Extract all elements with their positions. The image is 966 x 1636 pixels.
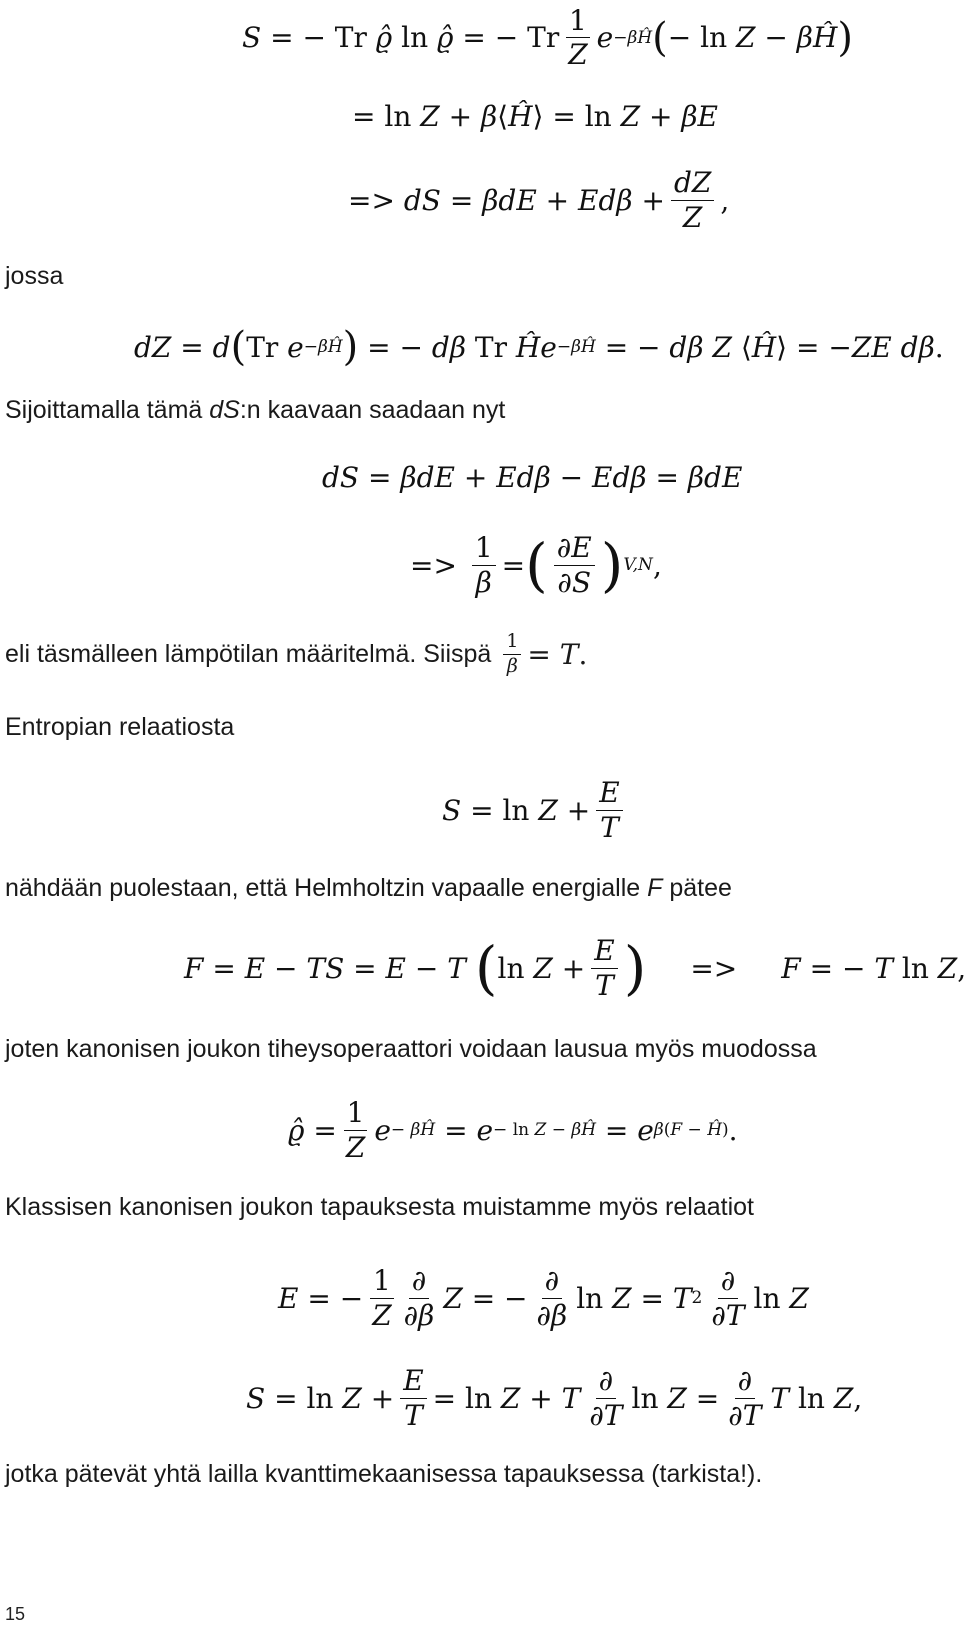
text-sijoittamalla	[5, 396, 505, 425]
text-sijoittamalla-post: :n kaavaan saadaan nyt	[239, 396, 506, 424]
text-klassisen: Klassisen kanonisen joukon tapauksesta muistamme myös relaatiot	[5, 1193, 754, 1221]
text-joten: joten kanonisen joukon tiheysoperaattori voidaan lausua myös muodossa	[5, 1035, 817, 1063]
equation-entropy-trace: S = − Tr ϱ̂ ln ϱ̂ = − Tr $\frac{1}{Z}$ e −βĤ ( − ln Z − βĤ )	[242, 3, 853, 71]
equation-density-operator: ϱ̂ = $\frac{1}{Z}$ e − βĤ = e − ln Z − βĤ = e β(F − Ĥ) .	[288, 1096, 738, 1164]
equation-energy-derivative: E = − $\frac{1}{Z}$ $\frac{\partial}{\partial\beta}$ Z = − $\frac{\partial}{\partial\beta}$ ln Z = T 2 $\frac{\partial}{\partial T}$ ln Z	[278, 1264, 809, 1332]
equation-entropy-expectation: = ln Z + β ⟨ Ĥ ⟩ = ln Z + βE	[352, 99, 718, 133]
equation-free-energy: F = E − TS = E − T ( ln Z + $\frac{E}{T}$ ) => F = − T ln Z ,	[184, 933, 966, 1002]
page-number: 15	[5, 1604, 26, 1624]
text-nahdaan	[5, 874, 732, 903]
text-jotka: jotka pätevät yhtä lailla kvanttimekaanisessa tapauksessa (tarkista!).	[5, 1460, 763, 1488]
text-eli-main: eli täsmälleen lämpötilan määritelmä. Siispä	[5, 639, 492, 668]
text-sijoittamalla-pre: Sijoittamalla tämä	[5, 396, 210, 424]
text-nahdaan-var: F	[647, 874, 663, 902]
text-sijoittamalla-var: dS	[209, 396, 240, 424]
equation-ds-simplified: dS = βdE + Edβ − Edβ = βdE	[322, 460, 743, 494]
text-nahdaan-post: pätee	[662, 874, 732, 902]
equation-entropy-relation: S = ln Z + $\frac{E}{T}$	[442, 770, 629, 850]
equation-dz: dZ = d ( Tr e −βĤ ) = − dβ Tr Ĥe −βĤ = − dβ Z ⟨ Ĥ ⟩ = − ZE dβ .	[134, 324, 944, 370]
equation-ds-differential: => dS = βdE + Edβ + $\frac{dZ}{Z}$ ,	[348, 166, 730, 234]
equation-entropy-derivative: S = ln Z + $\frac{E}{T}$ = ln Z + T $\frac{\partial}{\partial T}$ ln Z = $\frac{\partial}{\partial T}$ T ln Z ,	[246, 1364, 863, 1432]
text-entropian: Entropian relaatiosta	[5, 713, 235, 741]
equation-beta-definition: => $\frac{1}{\beta}$ = ( $\frac{\partial E}{\partial S}$ ) V,N ,	[410, 530, 662, 599]
text-nahdaan-pre: nähdään puolestaan, että Helmholtzin vapaalle energialle	[5, 874, 648, 902]
text-eli: eli täsmälleen lämpötilan määritelmä. Siispä $\frac{1}{\beta}$ = T.	[5, 629, 588, 677]
text-jossa: jossa	[5, 262, 64, 290]
